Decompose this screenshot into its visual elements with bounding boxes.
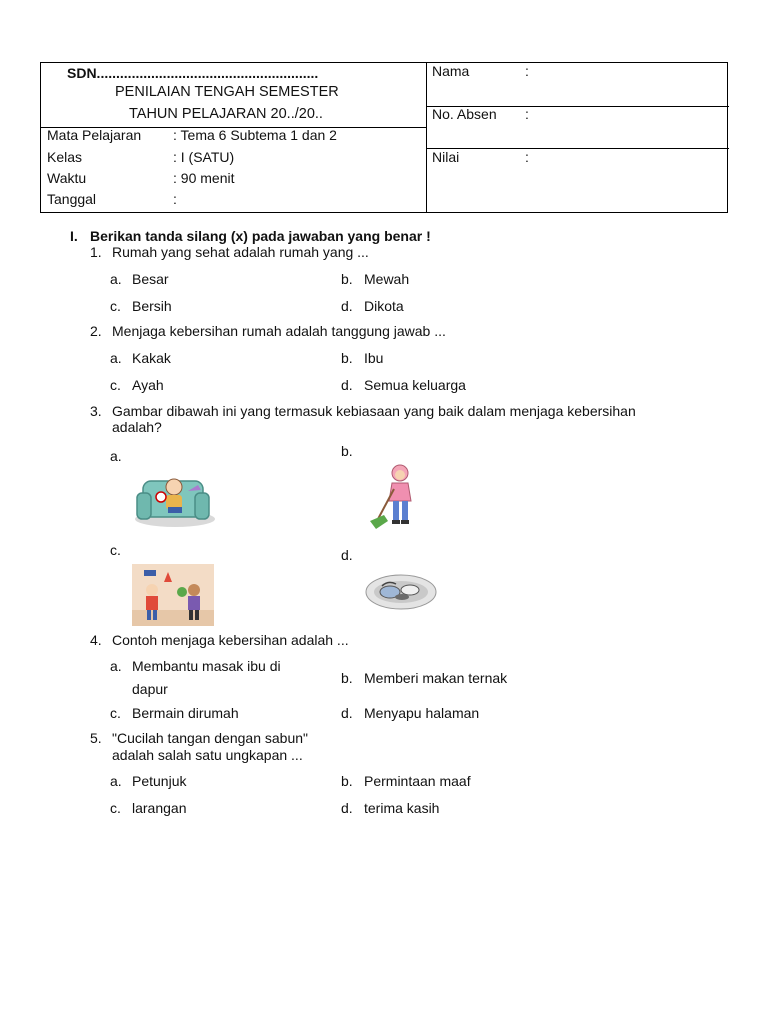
q2-option-a[interactable]: Kakak bbox=[132, 350, 171, 366]
q1-option-a[interactable]: Besar bbox=[132, 271, 169, 287]
q5-option-a-letter[interactable]: a. bbox=[110, 773, 122, 789]
q3-option-a-letter[interactable]: a. bbox=[110, 448, 122, 464]
q5-option-b[interactable]: Permintaan maaf bbox=[364, 773, 471, 789]
field-value-subject: : Tema 6 Subtema 1 dan 2 bbox=[173, 127, 337, 143]
q5-option-c[interactable]: larangan bbox=[132, 800, 187, 816]
section-number: I. bbox=[70, 228, 78, 244]
q2-option-d[interactable]: Semua keluarga bbox=[364, 377, 466, 393]
field-label-date: Tanggal bbox=[47, 191, 97, 207]
q1-option-d[interactable]: Dikota bbox=[364, 298, 404, 314]
q1-option-c-letter[interactable]: c. bbox=[110, 298, 121, 314]
dirty-dishes-picture[interactable] bbox=[364, 570, 438, 612]
girl-sweeping-picture[interactable] bbox=[364, 463, 424, 533]
armchair-child-picture[interactable] bbox=[133, 467, 215, 529]
school-year: TAHUN PELAJARAN 20../20.. bbox=[129, 106, 323, 122]
question-3-text-line-2: adalah? bbox=[112, 419, 162, 435]
q4-option-d-letter[interactable]: d. bbox=[341, 705, 353, 721]
field-label-subject: Mata Pelajaran bbox=[47, 127, 142, 143]
q4-option-d[interactable]: Menyapu halaman bbox=[364, 705, 480, 721]
q4-option-b-letter[interactable]: b. bbox=[341, 670, 353, 686]
question-4-number: 4. bbox=[90, 632, 102, 648]
question-3-text-line-1: Gambar dibawah ini yang termasuk kebiasaan yang baik dalam menjaga kebersihan bbox=[112, 403, 636, 419]
question-2-text: Menjaga kebersihan rumah adalah tanggung jawab ... bbox=[112, 323, 446, 339]
header-divider-vertical bbox=[426, 63, 427, 212]
question-1-number: 1. bbox=[90, 244, 102, 260]
q3-option-b-letter[interactable]: b. bbox=[341, 443, 353, 459]
q2-option-a-letter[interactable]: a. bbox=[110, 350, 122, 366]
q5-option-d-letter[interactable]: d. bbox=[341, 800, 353, 816]
q2-option-b-letter[interactable]: b. bbox=[341, 350, 353, 366]
field-value-class: : I (SATU) bbox=[173, 149, 235, 165]
q2-option-c-letter[interactable]: c. bbox=[110, 377, 121, 393]
q5-option-c-letter[interactable]: c. bbox=[110, 800, 121, 816]
q4-option-b[interactable]: Memberi makan ternak bbox=[364, 670, 508, 686]
field-value-date: : bbox=[173, 191, 177, 207]
q1-option-c[interactable]: Bersih bbox=[132, 298, 172, 314]
q1-option-b-letter[interactable]: b. bbox=[341, 271, 353, 287]
exam-title: PENILAIAN TENGAH SEMESTER bbox=[115, 84, 339, 100]
question-5-text-line-2: adalah salah satu ungkapan ... bbox=[112, 747, 303, 763]
header-table bbox=[40, 62, 728, 213]
question-5-number: 5. bbox=[90, 730, 102, 746]
question-2-number: 2. bbox=[90, 323, 102, 339]
q1-option-b[interactable]: Mewah bbox=[364, 271, 410, 287]
field-value-score[interactable]: : bbox=[525, 149, 529, 165]
question-5-text-line-1: "Cucilah tangan dengan sabun" bbox=[112, 730, 308, 746]
school-name: SDN......................................................... bbox=[67, 65, 319, 81]
question-4-text: Contoh menjaga kebersihan adalah ... bbox=[112, 632, 349, 648]
question-3-number: 3. bbox=[90, 403, 102, 419]
field-value-absen[interactable]: : bbox=[525, 106, 529, 122]
field-label-score: Nilai bbox=[432, 149, 460, 165]
field-label-class: Kelas bbox=[47, 149, 83, 165]
q3-option-d-letter[interactable]: d. bbox=[341, 547, 353, 563]
field-value-name[interactable]: : bbox=[525, 63, 529, 79]
section-instruction: Berikan tanda silang (x) pada jawaban yang benar ! bbox=[90, 228, 431, 244]
field-label-time: Waktu bbox=[47, 170, 87, 186]
q1-option-d-letter[interactable]: d. bbox=[341, 298, 353, 314]
field-value-time: : 90 menit bbox=[173, 170, 235, 186]
q4-option-c-letter[interactable]: c. bbox=[110, 705, 121, 721]
q5-option-d[interactable]: terima kasih bbox=[364, 800, 440, 816]
q4-option-a-letter[interactable]: a. bbox=[110, 658, 122, 674]
field-label-name: Nama bbox=[432, 63, 470, 79]
q3-option-c-letter[interactable]: c. bbox=[110, 542, 121, 558]
q4-option-a-line-1[interactable]: Membantu masak ibu di bbox=[132, 658, 281, 674]
q4-option-a-line-2[interactable]: dapur bbox=[132, 681, 168, 697]
q5-option-a[interactable]: Petunjuk bbox=[132, 773, 187, 789]
field-label-absen: No. Absen bbox=[432, 106, 497, 122]
q2-option-c[interactable]: Ayah bbox=[132, 377, 164, 393]
q5-option-b-letter[interactable]: b. bbox=[341, 773, 353, 789]
q1-option-a-letter[interactable]: a. bbox=[110, 271, 122, 287]
q2-option-b[interactable]: Ibu bbox=[364, 350, 384, 366]
header-divider-right-2 bbox=[426, 148, 729, 149]
q2-option-d-letter[interactable]: d. bbox=[341, 377, 353, 393]
children-drawing-wall-picture[interactable] bbox=[132, 564, 214, 626]
question-1-text: Rumah yang sehat adalah rumah yang ... bbox=[112, 244, 369, 260]
q4-option-c[interactable]: Bermain dirumah bbox=[132, 705, 239, 721]
